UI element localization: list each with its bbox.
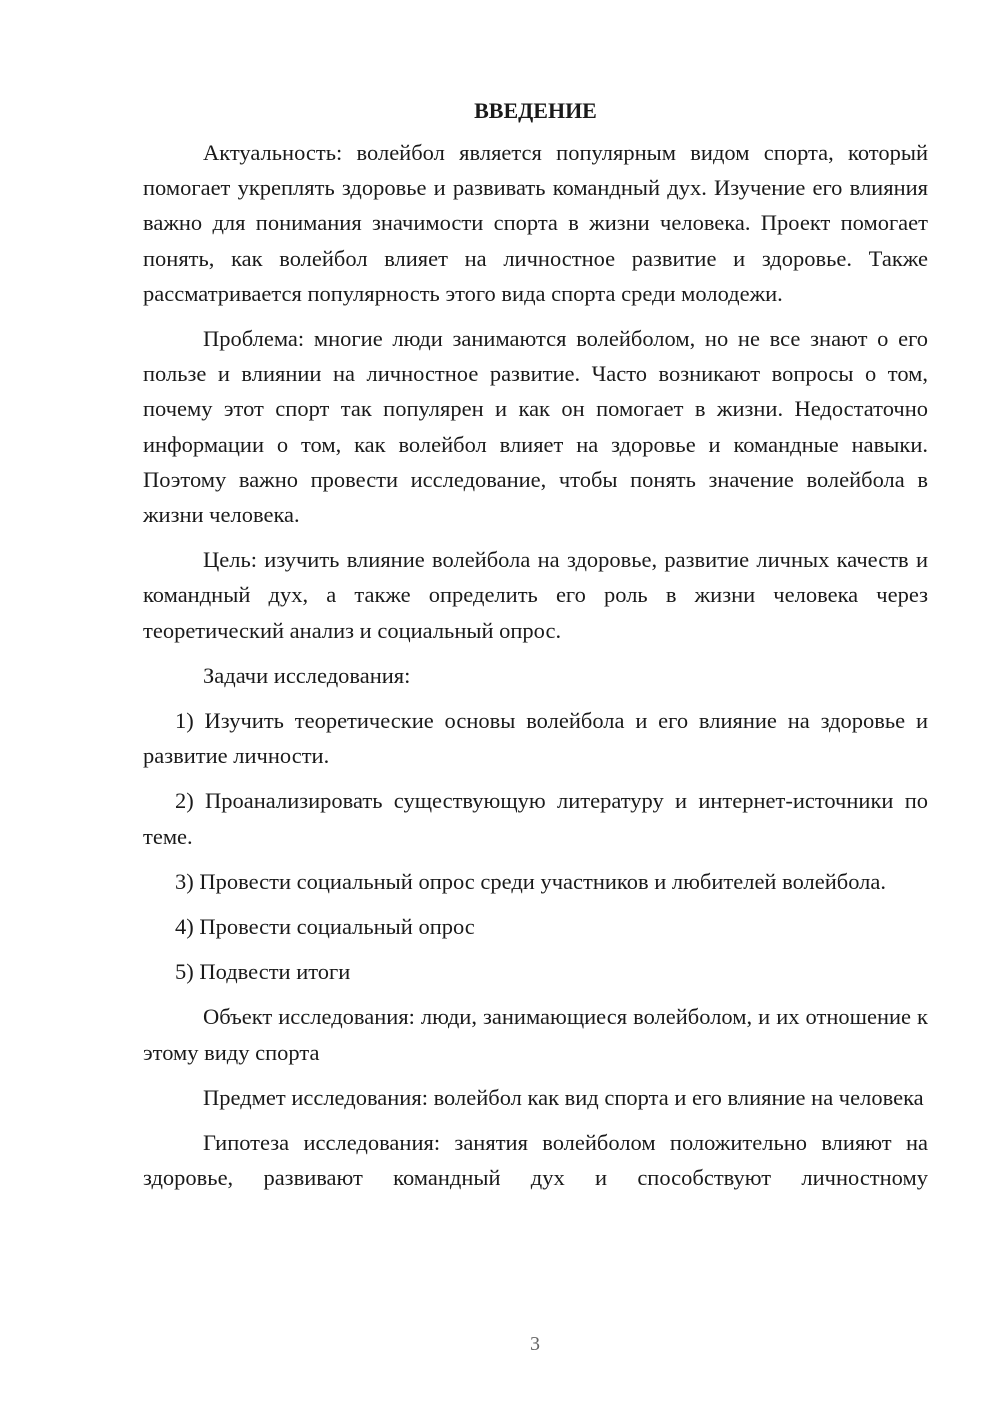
subject-paragraph: Предмет исследования: волейбол как вид спорта и его влияние на человека — [203, 1084, 924, 1110]
task-item: 1) Изучить теоретические основы волейбола и его влияние на здоровье и развитие личности. — [143, 708, 928, 769]
task-item: 3) Провести социальный опрос среди участников и любителей волейбола. — [175, 868, 887, 894]
section-heading: ВВЕДЕНИЕ — [474, 98, 597, 123]
relevance-paragraph: Актуальность: волейбол является популярным видом спорта, который помогает укреплять здоровье и развивать командный дух. Изучение его влияния важно для понимания значимости спорта в жизни человека. Проект помогает понять, как волейбол влияет на личностное развитие и здоровье. Также рассматривается популярность этого вида спорта среди молодежи. — [143, 140, 928, 306]
task-item: 4) Провести социальный опрос — [175, 914, 475, 940]
goal-paragraph: Цель: изучить влияние волейбола на здоровье, развитие личных качеств и командный дух, а также определить его роль в жизни человека через теоретический анализ и социальный опрос. — [143, 547, 928, 643]
hypothesis-paragraph: Гипотеза исследования: занятия волейболом положительно влияют на здоровье, развивают командный дух и способствуют личностному — [143, 1130, 928, 1191]
page-number: 3 — [530, 1333, 540, 1355]
object-paragraph: Объект исследования: люди, занимающиеся волейболом, и их отношение к этому виду спорта — [143, 1004, 928, 1065]
task-item: 5) Подвести итоги — [175, 959, 351, 985]
tasks-title: Задачи исследования: — [203, 662, 411, 688]
problem-paragraph: Проблема: многие люди занимаются волейболом, но не все знают о его пользе и влиянии на личностное развитие. Часто возникают вопросы о том, почему этот спорт так популярен и как он помогает в жизни. Недостаточно информации о том, как волейбол влияет на здоровье и командные навыки. Поэтому важно провести исследование, чтобы понять значение волейбола в жизни человека. — [143, 326, 928, 528]
page-content — [143, 96, 928, 1205]
task-item: 2) Проанализировать существующую литературу и интернет-источники по теме. — [143, 788, 928, 849]
